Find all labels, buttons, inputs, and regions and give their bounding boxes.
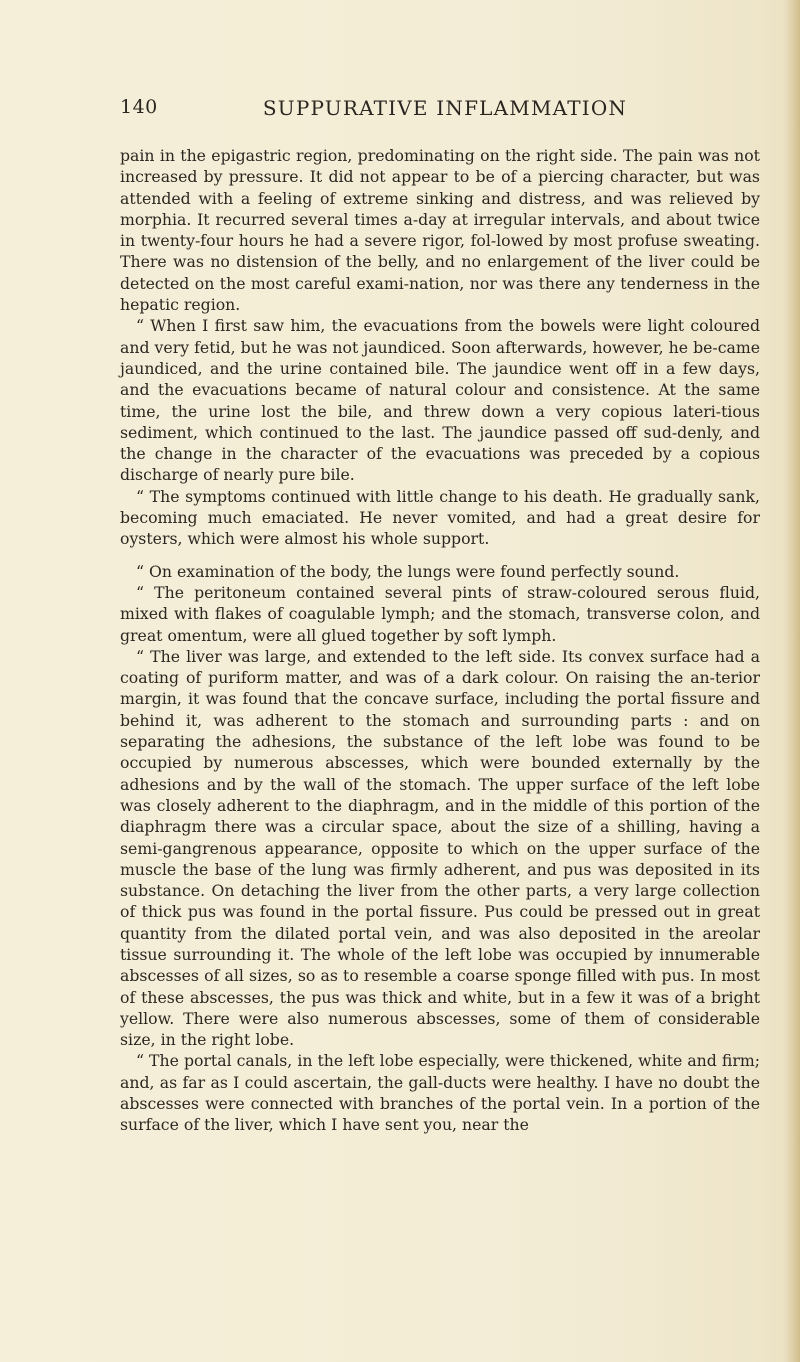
paragraph: pain in the epigastric region, predominating on the right side. The pain was not increased by pressure. It did not appear to be of a piercing character, but was attended with a feeling of extreme sinking and distress, and was relieved by morphia. It recurred several times a-day at irregular intervals, and about twice in twenty-four hours he had a severe rigor, fol-lowed by most profuse sweating. There was no distension of the belly, and no enlargement of the liver could be detected on the most careful exami-nation, nor was there any tenderness in the hepatic region. (120, 146, 760, 315)
body-text (120, 145, 760, 1136)
paragraph: “ On examination of the body, the lungs were found perfectly sound. (136, 561, 680, 581)
page-number: 140 (120, 96, 158, 118)
running-title: SUPPURATIVE INFLAMMATION (262, 96, 628, 120)
paragraph: “ When I first saw him, the evacuations from the bowels were light coloured and very fetid, but he was not jaundiced. Soon afterwards, however, he be-came jaundiced, and the urine contained bile. The jaundice went off in a few days, and the evacuations became of natural colour and consistence. At the same time, the urine lost the bile, and threw down a very copious lateri-tious sediment, which continued to the last. The jaundice passed off sud-denly, and the change in the character of the evacuations was preceded by a copious discharge of nearly pure bile. (120, 316, 760, 485)
paragraph: “ The peritoneum contained several pints of straw-coloured serous fluid, mixed with flakes of coagulable lymph; and the stomach, transverse colon, and great omentum, were all glued together by soft lymph. (120, 582, 760, 645)
paragraph: “ The liver was large, and extended to the left side. Its convex surface had a coating of puriform matter, and was of a dark colour. On raising the an-terior margin, it was found that the concave surface, including the portal fissure and behind it, was adherent to the stomach and surrounding parts : and on separating the adhesions, the substance of the left lobe was found to be occupied by numerous abscesses, which were bounded externally by the adhesions and by the wall of the stomach. The upper surface of the left lobe was closely adherent to the diaphragm, and in the middle of this portion of the diaphragm there was a circular space, about the size of a shilling, having a semi-gangrenous appearance, opposite to which on the upper surface of the muscle the base of the lung was firmly adherent, and pus was deposited in its substance. On detaching the liver from the other parts, a very large collection of thick pus was found in the portal fissure. Pus could be pressed out in great quantity from the dilated portal vein, and was also deposited in the areolar tissue surrounding it. The whole of the left lobe was occupied by innumerable abscesses of all sizes, so as to resemble a coarse sponge filled with pus. In most of these abscesses, the pus was thick and white, but in a few it was of a bright yellow. There were also numerous abscesses, some of them of considerable size, in the right lobe. (120, 646, 760, 1050)
paragraph: “ The symptoms continued with little change to his death. He gradually sank, becoming much emaciated. He never vomited, and had a great desire for oysters, which were almost his whole support. (120, 486, 760, 549)
paragraph: “ The portal canals, in the left lobe especially, were thickened, white and firm; and, as far as I could ascertain, the gall-ducts were healthy. I have no doubt the abscesses were connected with branches of the portal vein. In a portion of the surface of the liver, which I have sent you, near the (120, 1051, 760, 1135)
running-head (120, 96, 760, 126)
page-edge-shadow (784, 0, 800, 1362)
